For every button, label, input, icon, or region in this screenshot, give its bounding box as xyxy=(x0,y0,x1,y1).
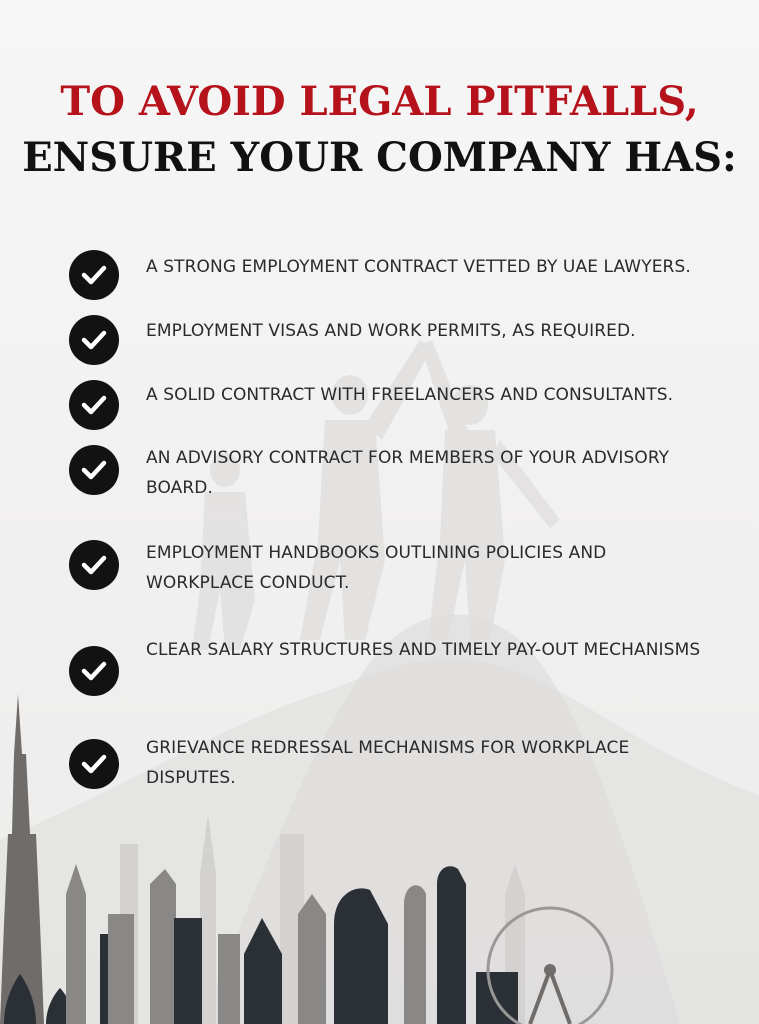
checklist-item-text: AN ADVISORY CONTRACT FOR MEMBERS OF YOUR ADVISORY BOARD. xyxy=(146,448,670,498)
check-circle-icon xyxy=(69,445,119,495)
heading-line-dark: ENSURE YOUR COMPANY HAS: xyxy=(22,134,737,181)
page-heading xyxy=(0,78,759,181)
checklist-item-text: A STRONG EMPLOYMENT CONTRACT VETTED BY UAE LAWYERS. xyxy=(146,257,691,277)
checklist-item-text: EMPLOYMENT VISAS AND WORK PERMITS, AS REQUIRED. xyxy=(146,321,636,341)
checklist-item-text: EMPLOYMENT HANDBOOKS OUTLINING POLICIES AND WORKPLACE CONDUCT. xyxy=(146,543,607,593)
check-circle-icon xyxy=(69,540,119,590)
checklist-item-text: GRIEVANCE REDRESSAL MECHANISMS FOR WORKPLACE DISPUTES. xyxy=(146,738,630,788)
city-skyline-illustration xyxy=(0,694,759,1024)
checklist-item-text: A SOLID CONTRACT WITH FREELANCERS AND CONSULTANTS. xyxy=(146,385,674,405)
check-circle-icon xyxy=(69,315,119,365)
check-circle-icon xyxy=(69,250,119,300)
check-circle-icon xyxy=(69,380,119,430)
check-circle-icon xyxy=(69,646,119,696)
tall-tower-silhouette xyxy=(0,694,44,1024)
checklist-item-text: CLEAR SALARY STRUCTURES AND TIMELY PAY-OUT MECHANISMS xyxy=(146,640,701,660)
heading-line-red: TO AVOID LEGAL PITFALLS, xyxy=(60,78,699,125)
